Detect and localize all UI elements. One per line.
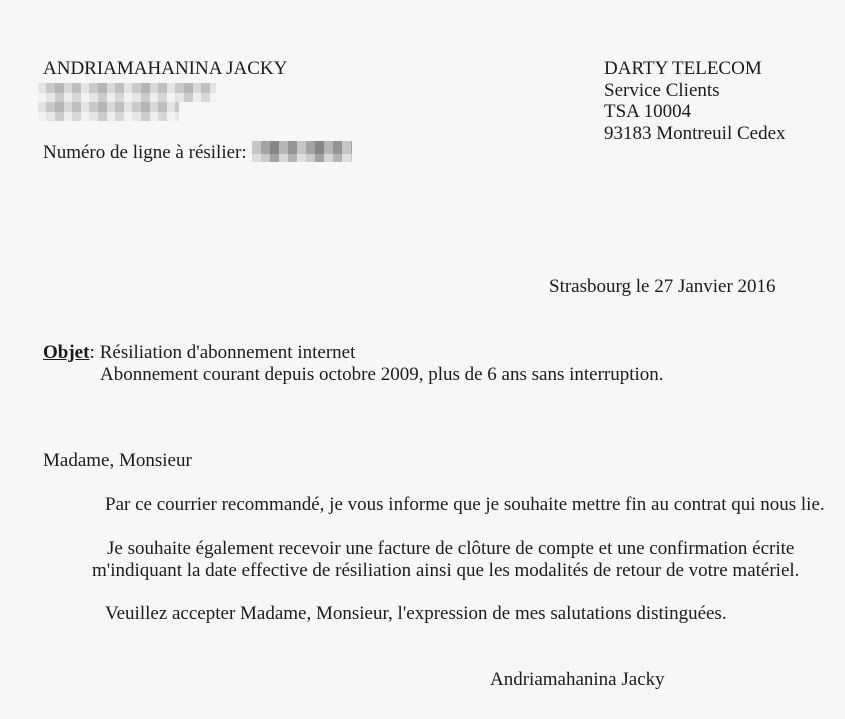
recipient-service: Service Clients xyxy=(604,79,720,101)
line-number-redaction xyxy=(252,141,352,162)
subject-note: Abonnement courant depuis octobre 2009, plus de 6 ans sans interruption. xyxy=(100,364,664,385)
recipient-tsa: TSA 10004 xyxy=(604,101,692,122)
salutation: Madame, Monsieur xyxy=(43,450,192,471)
subject-separator: : xyxy=(89,342,95,363)
recipient-address xyxy=(604,58,786,144)
subject-label: Objet xyxy=(43,342,90,363)
sender-address-redaction-line1 xyxy=(38,83,216,102)
body-paragraph-2-line2: m'indiquant la date effective de résiliation ainsi que les modalités de retour de votre matériel. xyxy=(92,560,800,581)
subject-line xyxy=(43,342,355,364)
subject-text: Résiliation d'abonnement internet xyxy=(99,342,356,363)
sender-name: ANDRIAMAHANINA JACKY xyxy=(43,58,288,79)
body-paragraph-1: Par ce courrier recommandé, je vous informe que je souhaite mettre fin au contrat qui nous lie. xyxy=(105,494,825,515)
recipient-company: DARTY TELECOM xyxy=(604,58,762,79)
signature: Andriamahanina Jacky xyxy=(490,669,665,690)
recipient-city: 93183 Montreuil Cedex xyxy=(604,122,786,144)
line-number-label: Numéro de ligne à résilier: xyxy=(43,142,247,163)
sender-address-redaction-line2 xyxy=(38,102,179,121)
date-line: Strasbourg le 27 Janvier 2016 xyxy=(549,276,776,297)
body-paragraph-3: Veuillez accepter Madame, Monsieur, l'expression de mes salutations distinguées. xyxy=(105,603,727,624)
body-paragraph-2-line1: Je souhaite également recevoir une facture de clôture de compte et une confirmation écrite xyxy=(107,538,795,559)
